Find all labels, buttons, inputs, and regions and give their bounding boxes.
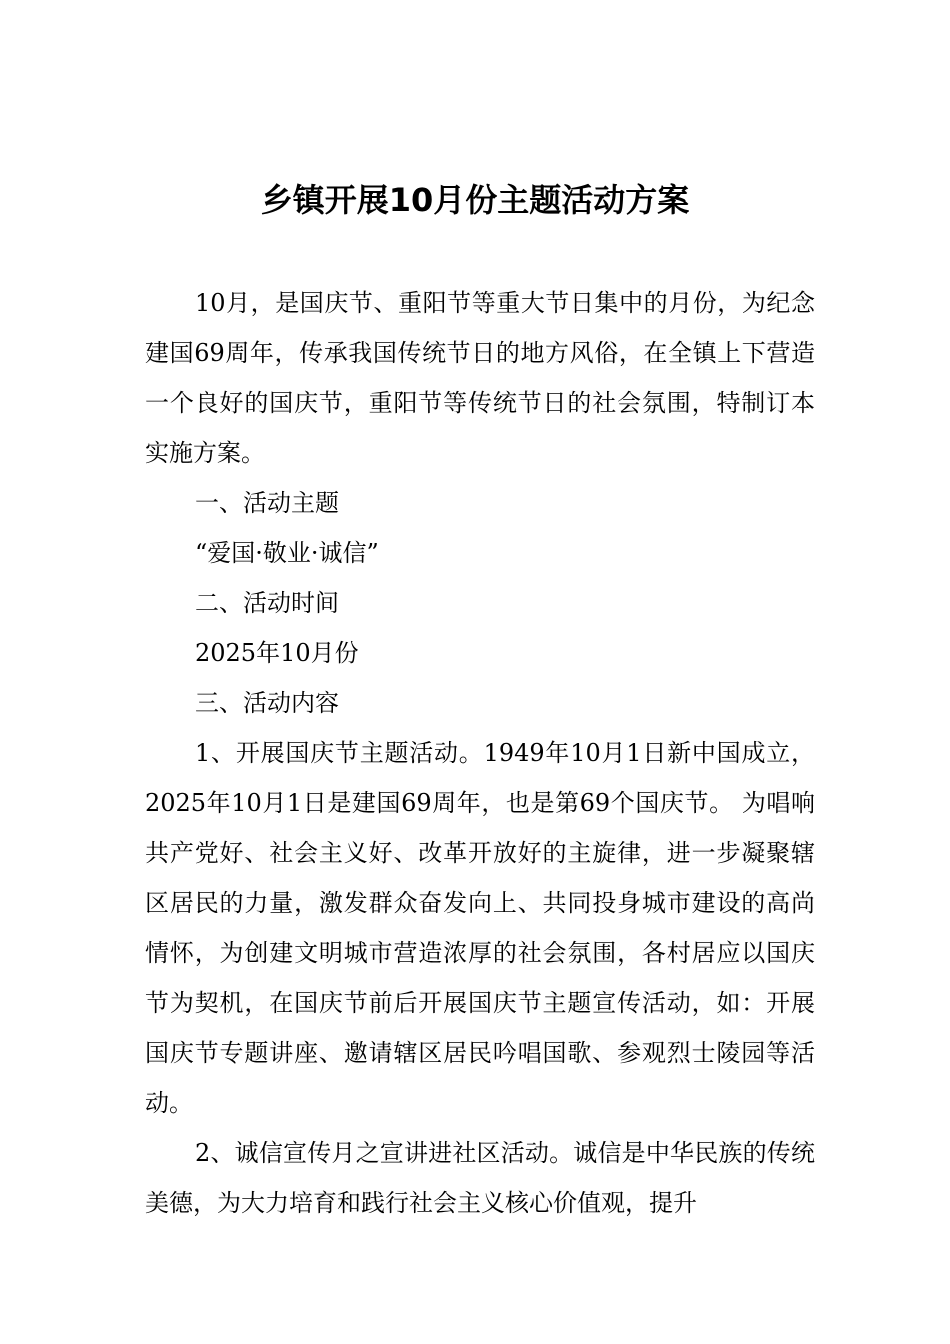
paragraph-national-day-activity: 1、开展国庆节主题活动。1949年10月1日新中国成立，2025年10月1日是建国69周年，也是第69个国庆节。 为唱响共产党好、社会主义好、改革开放好的主旋律，进一步凝聚辖区居民的力量，激发群众奋发向上、共同投身城市建设的高尚情怀，为创建文明城市营造浓厚的社会氛围，各村居应以国庆节为契机，在国庆节前后开展国庆节主题宣传活动，如：开展国庆节专题讲座、邀请辖区居民吟唱国歌、参观烈士陵园等活动。: [145, 739, 815, 1117]
heading-activity-theme: 一、活动主题: [195, 489, 339, 517]
document-body: [145, 278, 815, 1228]
paragraph-activity-date: 2025年10月份: [195, 639, 359, 667]
paragraph-integrity-month-activity: 2、诚信宣传月之宣讲进社区活动。诚信是中华民族的传统美德，为大力培育和践行社会主义核心价值观，提升: [145, 1139, 815, 1217]
document-title: 乡镇开展10月份主题活动方案: [260, 181, 690, 219]
heading-activity-time: 二、活动时间: [195, 589, 339, 617]
heading-activity-content: 三、活动内容: [195, 689, 339, 717]
paragraph-intro: 10月，是国庆节、重阳节等重大节日集中的月份，为纪念建国69周年，传承我国传统节日的地方风俗，在全镇上下营造一个良好的国庆节，重阳节等传统节日的社会氛围，特制订本实施方案。: [145, 289, 815, 467]
paragraph-theme-slogan: “爱国·敬业·诚信”: [195, 539, 379, 567]
